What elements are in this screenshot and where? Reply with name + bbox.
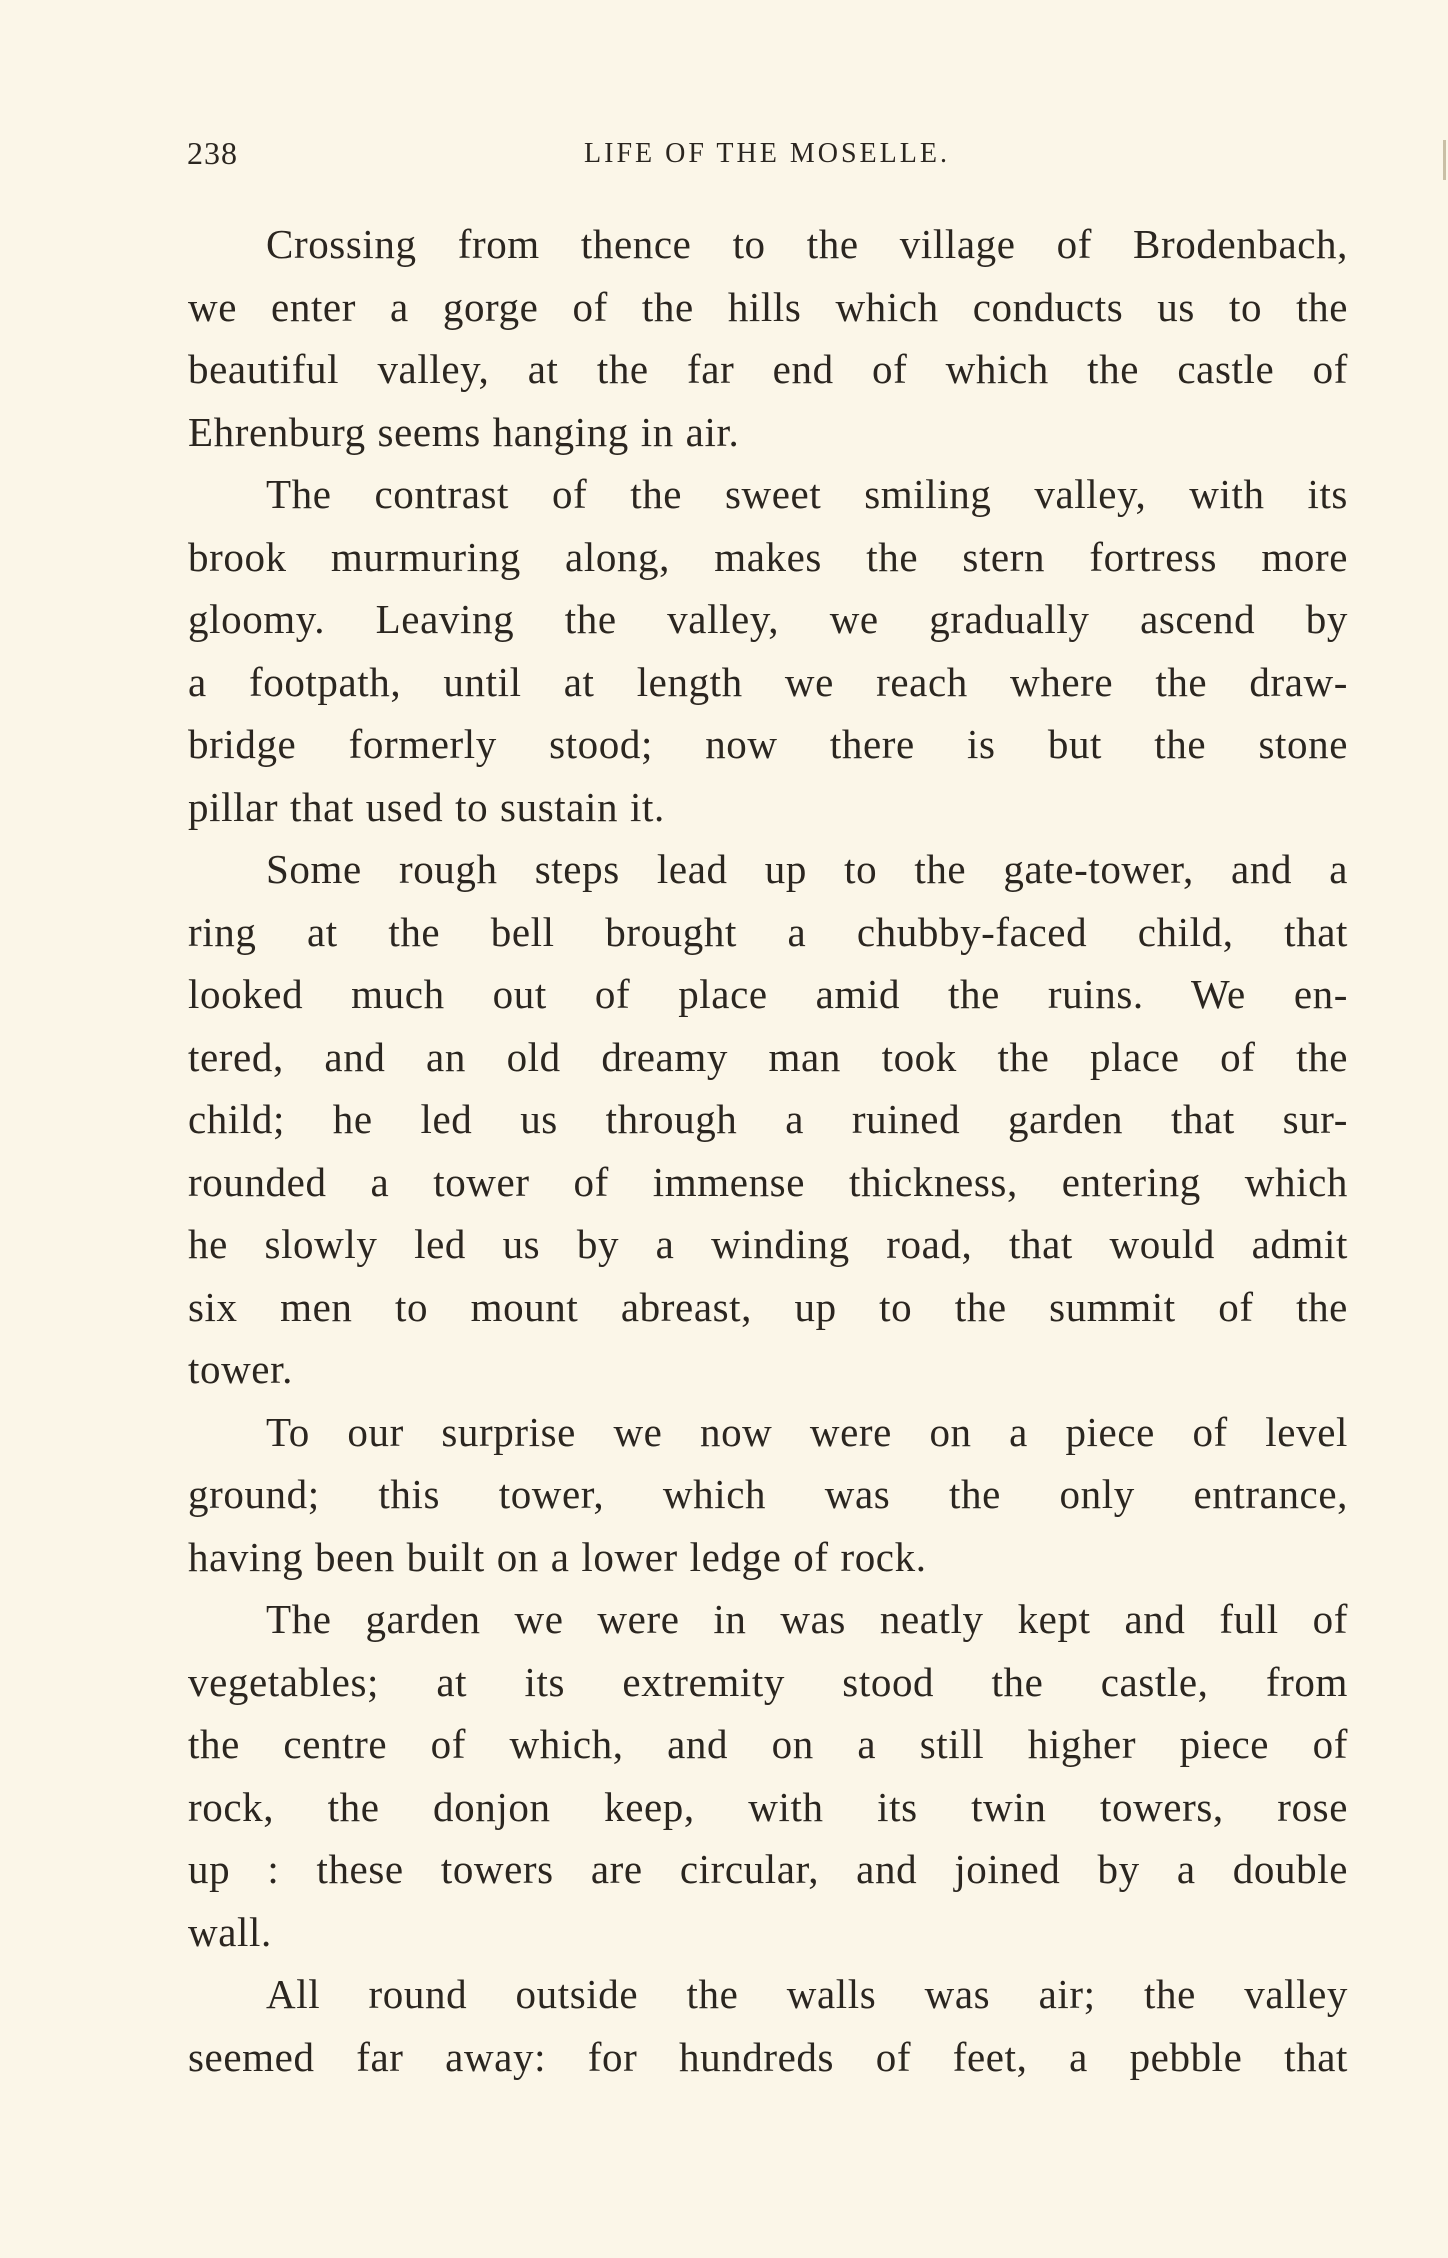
text-line: gloomy. Leaving the valley, we gradually ascend by: [188, 596, 1348, 642]
running-head: LIFE OF THE MOSELLE.: [584, 138, 950, 169]
page-edge-mark: [1443, 140, 1446, 180]
text-line: To our surprise we now were on a piece of level: [266, 1408, 1348, 1455]
text-line: tered, and an old dreamy man took the place of the: [188, 1033, 1348, 1080]
text-line: ring at the bell brought a chubby-faced child, that: [188, 908, 1348, 955]
text-line: Ehrenburg seems hanging in air.: [188, 408, 740, 455]
text-line: ground; this tower, which was the only entrance,: [188, 1471, 1348, 1517]
text-line: six men to mount abreast, up to the summit of the: [188, 1283, 1348, 1330]
text-line: looked much out of place amid the ruins. We en-: [188, 971, 1348, 1017]
text-line: up : these towers are circular, and joined by a double: [188, 1846, 1348, 1892]
paragraph: [188, 213, 1348, 463]
text-line: vegetables; at its extremity stood the castle, from: [188, 1658, 1348, 1705]
paragraph: [188, 463, 1348, 838]
text-line: pillar that used to sustain it.: [188, 783, 665, 830]
paragraph: [188, 838, 1348, 1401]
paragraph: [188, 1401, 1348, 1589]
text-line: rounded a tower of immense thickness, entering which: [188, 1158, 1348, 1205]
body-text: [188, 213, 1348, 2088]
text-line: Crossing from thence to the village of Brodenbach,: [266, 221, 1348, 267]
text-line: The contrast of the sweet smiling valley, with its: [266, 471, 1348, 517]
text-line: seemed far away: for hundreds of feet, a pebble that: [188, 2033, 1348, 2080]
paragraph: [188, 1588, 1348, 1963]
text-line: child; he led us through a ruined garden that sur-: [188, 1096, 1348, 1142]
text-line: a footpath, until at length we reach where the draw-: [188, 658, 1348, 705]
text-line: Some rough steps lead up to the gate-tower, and a: [266, 846, 1348, 892]
text-line: we enter a gorge of the hills which conducts us to the: [188, 283, 1348, 330]
text-line: beautiful valley, at the far end of which the castle of: [188, 346, 1348, 392]
text-line: brook murmuring along, makes the stern fortress more: [188, 533, 1348, 580]
text-line: rock, the donjon keep, with its twin towers, rose: [188, 1783, 1348, 1830]
text-line: having been built on a lower ledge of rock.: [188, 1533, 927, 1580]
text-line: he slowly led us by a winding road, that would admit: [188, 1221, 1348, 1267]
text-line: the centre of which, and on a still higher piece of: [188, 1721, 1348, 1767]
text-line: All round outside the walls was air; the valley: [266, 1971, 1348, 2017]
text-line: wall.: [188, 1908, 272, 1955]
paragraph: [188, 1963, 1348, 2088]
text-line: bridge formerly stood; now there is but the stone: [188, 721, 1348, 767]
page-number: 238: [187, 135, 238, 171]
text-line: tower.: [188, 1346, 293, 1392]
page-header: [187, 135, 1347, 179]
text-line: The garden we were in was neatly kept and full of: [266, 1596, 1348, 1642]
